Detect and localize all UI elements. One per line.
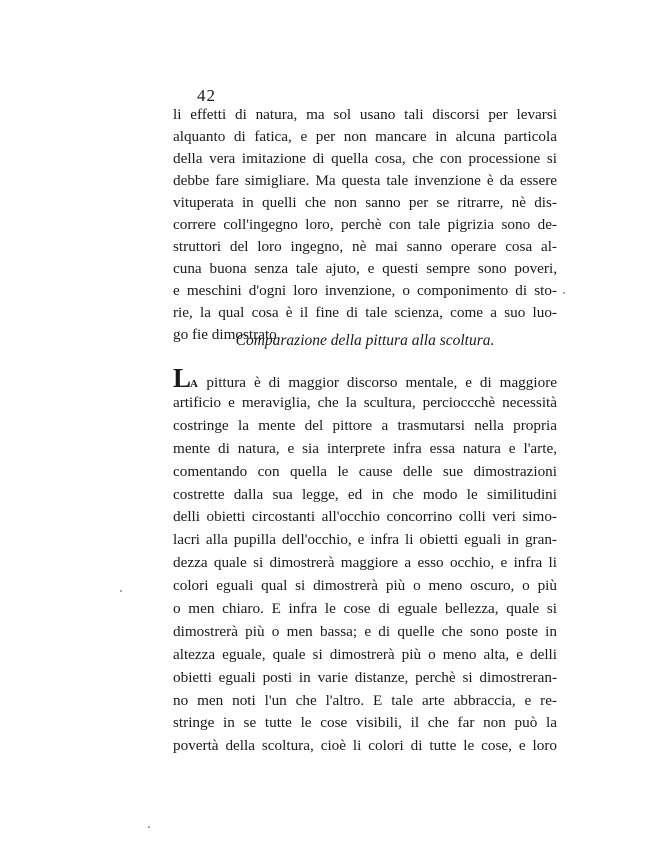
paragraph-2: [173, 363, 557, 758]
text-line: artificio e meraviglia, che la scultura, percioccchè necessità: [173, 394, 557, 411]
text-line: costrette dalla sua legge, ed in che modo le similitudini: [173, 485, 557, 503]
text-line: colori eguali qual si dimostrerà più o meno oscuro, o più: [173, 577, 557, 595]
text-line: no men noti l'un che l'altro. E tale arte abbraccia, e re-: [173, 691, 557, 709]
paragraph-1: [173, 104, 557, 346]
text-line: lacri alla pupilla dell'occhio, e infra li obietti eguali in gran-: [173, 531, 557, 549]
paper-speck: [148, 826, 150, 828]
text-line: dezza quale si dimostrerà maggiore a esso occhio, e infra li: [173, 554, 557, 572]
text-line: alquanto di fatica, e per non mancare in alcuna particola: [173, 128, 557, 145]
text-line: o men chiaro. E infra le cose di eguale bellezza, quale si: [173, 600, 557, 618]
text-line: struttori del loro ingegno, nè mai sanno operare cosa al-: [173, 238, 557, 255]
text-line: go fie dimostrato.: [173, 326, 281, 343]
text-line: povertà della scoltura, cioè li colori di tutte le cose, e loro: [173, 737, 557, 755]
text-line: della vera imitazione di quella cosa, che con processione si: [173, 150, 557, 167]
text-line: mente di natura, e sia interprete infra essa natura e l'arte,: [173, 439, 557, 457]
first-line: [173, 363, 557, 393]
text-line: stringe in se tutte le cose visibili, il che far non può la: [173, 714, 557, 732]
section-heading: Comparazione della pittura alla scoltura.: [235, 332, 495, 349]
paper-speck: [563, 292, 565, 294]
text-line: dimostrerà più o men bassa; e di quelle che sono poste in: [173, 622, 557, 640]
text-line: li effetti di natura, ma sol usano tali discorsi per levarsi: [173, 106, 557, 123]
text-line: comentando con quella le cause delle sue dimostrazioni: [173, 462, 557, 480]
first-line-text: pittura è di maggior discorso mentale, e di maggiore: [198, 374, 557, 391]
text-line: debbe fare simigliare. Ma questa tale invenzione è da essere: [173, 172, 557, 189]
text-line: cuna buona senza tale ajuto, e questi sempre sono poveri,: [173, 260, 557, 277]
text-line: obietti eguali posti in varie distanze, perchè si dimostreran-: [173, 668, 557, 686]
paper-speck: [120, 590, 122, 592]
text-line: costringe la mente del pittore a trasmutarsi nella propria: [173, 416, 557, 434]
text-line: altezza eguale, quale si dimostrerà più o meno alta, e delli: [173, 645, 557, 663]
text-line: rie, la qual cosa è il fine di tale scienza, come a suo luo-: [173, 304, 557, 321]
text-line: delli obietti circostanti all'occhio concorrino colli veri simo-: [173, 508, 557, 526]
drop-cap: L: [173, 363, 191, 393]
page-number: 42: [197, 86, 216, 105]
small-cap: A: [190, 378, 199, 390]
text-line: vituperata in quelli che non sanno per se ritrarre, nè dis-: [173, 194, 557, 211]
text-line: correre coll'ingegno loro, perchè con tale pigrizia sono de-: [173, 216, 557, 233]
text-line: e meschini d'ogni loro invenzione, o componimento di sto-: [173, 282, 557, 299]
